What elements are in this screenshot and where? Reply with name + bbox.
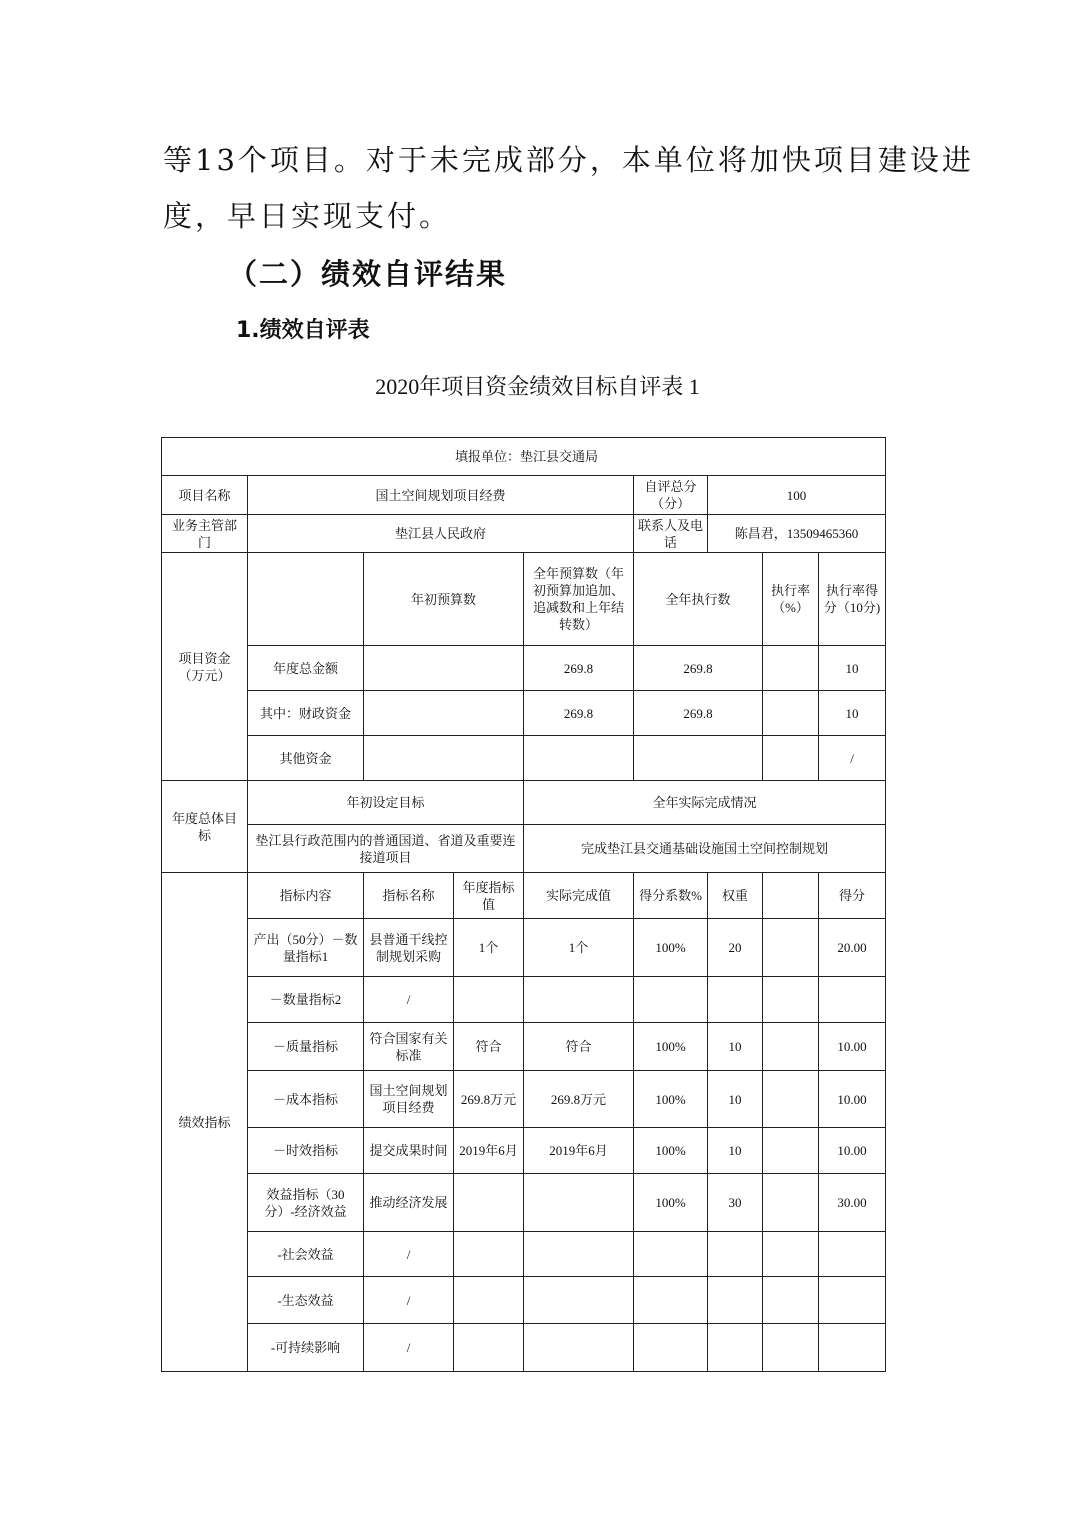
- perf-blank: [763, 1071, 819, 1128]
- perf-target: 1个: [454, 919, 524, 977]
- perf-weight: 10: [708, 1071, 763, 1128]
- funds-row-rate: [763, 736, 819, 781]
- perf-score: 10.00: [819, 1071, 886, 1128]
- funds-row-executed: 269.8: [634, 646, 763, 691]
- perf-score: [819, 977, 886, 1023]
- funds-header-executed: 全年执行数: [634, 553, 763, 646]
- perf-coef: [634, 977, 708, 1023]
- funds-row-full-year: 269.8: [524, 646, 634, 691]
- department-value: 垫江县人民政府: [248, 515, 634, 553]
- self-evaluation-table: [161, 437, 886, 1372]
- funds-row-score: 10: [819, 646, 886, 691]
- perf-header-actual: 实际完成值: [524, 873, 634, 919]
- perf-row: [162, 1128, 886, 1174]
- contact-value: 陈昌君，13509465360: [708, 515, 886, 553]
- funds-row-initial: [364, 736, 524, 781]
- funds-row: [162, 736, 886, 781]
- funds-row-label: 其中：财政资金: [248, 691, 364, 736]
- reporting-unit: 填报单位：垫江县交通局: [162, 438, 886, 476]
- perf-coef: 100%: [634, 1023, 708, 1071]
- perf-header-weight: 权重: [708, 873, 763, 919]
- perf-coef: 100%: [634, 1071, 708, 1128]
- perf-actual: 269.8万元: [524, 1071, 634, 1128]
- funds-row-executed: 269.8: [634, 691, 763, 736]
- perf-row: [162, 1277, 886, 1324]
- perf-name: 符合国家有关标准: [364, 1023, 454, 1071]
- perf-name: 县普通干线控制规划采购: [364, 919, 454, 977]
- perf-content: －时效指标: [248, 1128, 364, 1174]
- funds-row-full-year: 269.8: [524, 691, 634, 736]
- perf-content: 效益指标（30分）-经济效益: [248, 1174, 364, 1232]
- perf-blank: [763, 1232, 819, 1277]
- perf-coef: [634, 1232, 708, 1277]
- perf-header-row: [162, 873, 886, 919]
- funds-row: [162, 646, 886, 691]
- funds-header-initial: 年初预算数: [364, 553, 524, 646]
- perf-target: [454, 1324, 524, 1372]
- perf-name: /: [364, 977, 454, 1023]
- perf-row: [162, 977, 886, 1023]
- funds-row-full-year: [524, 736, 634, 781]
- funds-label: 项目资金（万元）: [162, 553, 248, 781]
- perf-content: －成本指标: [248, 1071, 364, 1128]
- perf-score: [819, 1277, 886, 1324]
- perf-coef: [634, 1277, 708, 1324]
- perf-blank: [763, 1277, 819, 1324]
- perf-score: 20.00: [819, 919, 886, 977]
- perf-actual: [524, 1277, 634, 1324]
- funds-header-full-year: 全年预算数（年初预算加追加、追减数和上年结转数）: [524, 553, 634, 646]
- perf-name: 国土空间规划项目经费: [364, 1071, 454, 1128]
- perf-target: [454, 1277, 524, 1324]
- goal-initial-header: 年初设定目标: [248, 781, 524, 825]
- funds-row-executed: [634, 736, 763, 781]
- project-name-row: [162, 476, 886, 515]
- goal-content-row: [162, 825, 886, 873]
- perf-row: [162, 919, 886, 977]
- section-heading: （二）绩效自评结果: [228, 257, 508, 291]
- perf-header-content: 指标内容: [248, 873, 364, 919]
- department-row: [162, 515, 886, 553]
- perf-blank: [763, 919, 819, 977]
- perf-blank: [763, 1023, 819, 1071]
- funds-row-label: 年度总金额: [248, 646, 364, 691]
- perf-weight: [708, 1277, 763, 1324]
- perf-weight: 10: [708, 1128, 763, 1174]
- perf-target: 2019年6月: [454, 1128, 524, 1174]
- perf-target: 269.8万元: [454, 1071, 524, 1128]
- perf-name: /: [364, 1277, 454, 1324]
- perf-score: [819, 1232, 886, 1277]
- perf-header-coef: 得分系数%: [634, 873, 708, 919]
- perf-actual: 1个: [524, 919, 634, 977]
- perf-row: [162, 1174, 886, 1232]
- self-score-value: 100: [708, 476, 886, 515]
- funds-header-rate-score: 执行率得分（10分): [819, 553, 886, 646]
- funds-header-blank: [248, 553, 364, 646]
- perf-content: -可持续影响: [248, 1324, 364, 1372]
- funds-header-row: [162, 553, 886, 646]
- perf-blank: [763, 977, 819, 1023]
- perf-score: 30.00: [819, 1174, 886, 1232]
- perf-weight: 20: [708, 919, 763, 977]
- perf-actual: 2019年6月: [524, 1128, 634, 1174]
- unit-row: [162, 438, 886, 476]
- perf-score: [819, 1324, 886, 1372]
- project-name-value: 国土空间规划项目经费: [248, 476, 634, 515]
- perf-row: [162, 1023, 886, 1071]
- funds-row-label: 其他资金: [248, 736, 364, 781]
- subsection-heading: 1.绩效自评表: [236, 318, 370, 343]
- perf-actual: [524, 977, 634, 1023]
- contact-label: 联系人及电话: [634, 515, 708, 553]
- perf-score: 10.00: [819, 1128, 886, 1174]
- perf-blank: [763, 1128, 819, 1174]
- funds-row-rate: [763, 646, 819, 691]
- perf-target: [454, 1232, 524, 1277]
- funds-row-initial: [364, 646, 524, 691]
- funds-row: [162, 691, 886, 736]
- department-label: 业务主管部门: [162, 515, 248, 553]
- goal-header-row: [162, 781, 886, 825]
- project-name-label: 项目名称: [162, 476, 248, 515]
- perf-actual: [524, 1232, 634, 1277]
- perf-name: 推动经济发展: [364, 1174, 454, 1232]
- perf-weight: 10: [708, 1023, 763, 1071]
- perf-content: -生态效益: [248, 1277, 364, 1324]
- funds-row-score: /: [819, 736, 886, 781]
- perf-actual: [524, 1174, 634, 1232]
- perf-target: [454, 1174, 524, 1232]
- perf-target: [454, 977, 524, 1023]
- goal-initial: 垫江县行政范围内的普通国道、省道及重要连接道项目: [248, 825, 524, 873]
- perf-header-score: 得分: [819, 873, 886, 919]
- body-paragraph-line-2: 度，早日实现支付。: [163, 199, 452, 233]
- perf-header-blank: [763, 873, 819, 919]
- perf-header-name: 指标名称: [364, 873, 454, 919]
- perf-actual: [524, 1324, 634, 1372]
- perf-row: [162, 1232, 886, 1277]
- perf-name: /: [364, 1324, 454, 1372]
- perf-coef: 100%: [634, 919, 708, 977]
- funds-header-rate: 执行率（%）: [763, 553, 819, 646]
- goal-actual-header: 全年实际完成情况: [524, 781, 886, 825]
- perf-content: －质量指标: [248, 1023, 364, 1071]
- perf-content: -社会效益: [248, 1232, 364, 1277]
- perf-row: [162, 1324, 886, 1372]
- self-score-label: 自评总分（分）: [634, 476, 708, 515]
- table-title: 2020年项目资金绩效目标自评表 1: [375, 374, 700, 399]
- body-paragraph-line-1: 等13个项目。对于未完成部分，本单位将加快项目建设进: [163, 143, 974, 177]
- funds-row-rate: [763, 691, 819, 736]
- funds-row-initial: [364, 691, 524, 736]
- perf-coef: 100%: [634, 1128, 708, 1174]
- perf-label: 绩效指标: [162, 873, 248, 1372]
- goal-actual: 完成垫江县交通基础设施国土空间控制规划: [524, 825, 886, 873]
- perf-score: 10.00: [819, 1023, 886, 1071]
- perf-blank: [763, 1324, 819, 1372]
- funds-row-score: 10: [819, 691, 886, 736]
- goal-label: 年度总体目标: [162, 781, 248, 873]
- perf-content: －数量指标2: [248, 977, 364, 1023]
- perf-content: 产出（50分）－数量指标1: [248, 919, 364, 977]
- perf-coef: [634, 1324, 708, 1372]
- perf-coef: 100%: [634, 1174, 708, 1232]
- perf-target: 符合: [454, 1023, 524, 1071]
- perf-row: [162, 1071, 886, 1128]
- perf-blank: [763, 1174, 819, 1232]
- perf-actual: 符合: [524, 1023, 634, 1071]
- perf-weight: [708, 1324, 763, 1372]
- perf-weight: [708, 977, 763, 1023]
- perf-name: /: [364, 1232, 454, 1277]
- perf-weight: [708, 1232, 763, 1277]
- perf-header-target: 年度指标值: [454, 873, 524, 919]
- perf-name: 提交成果时间: [364, 1128, 454, 1174]
- perf-weight: 30: [708, 1174, 763, 1232]
